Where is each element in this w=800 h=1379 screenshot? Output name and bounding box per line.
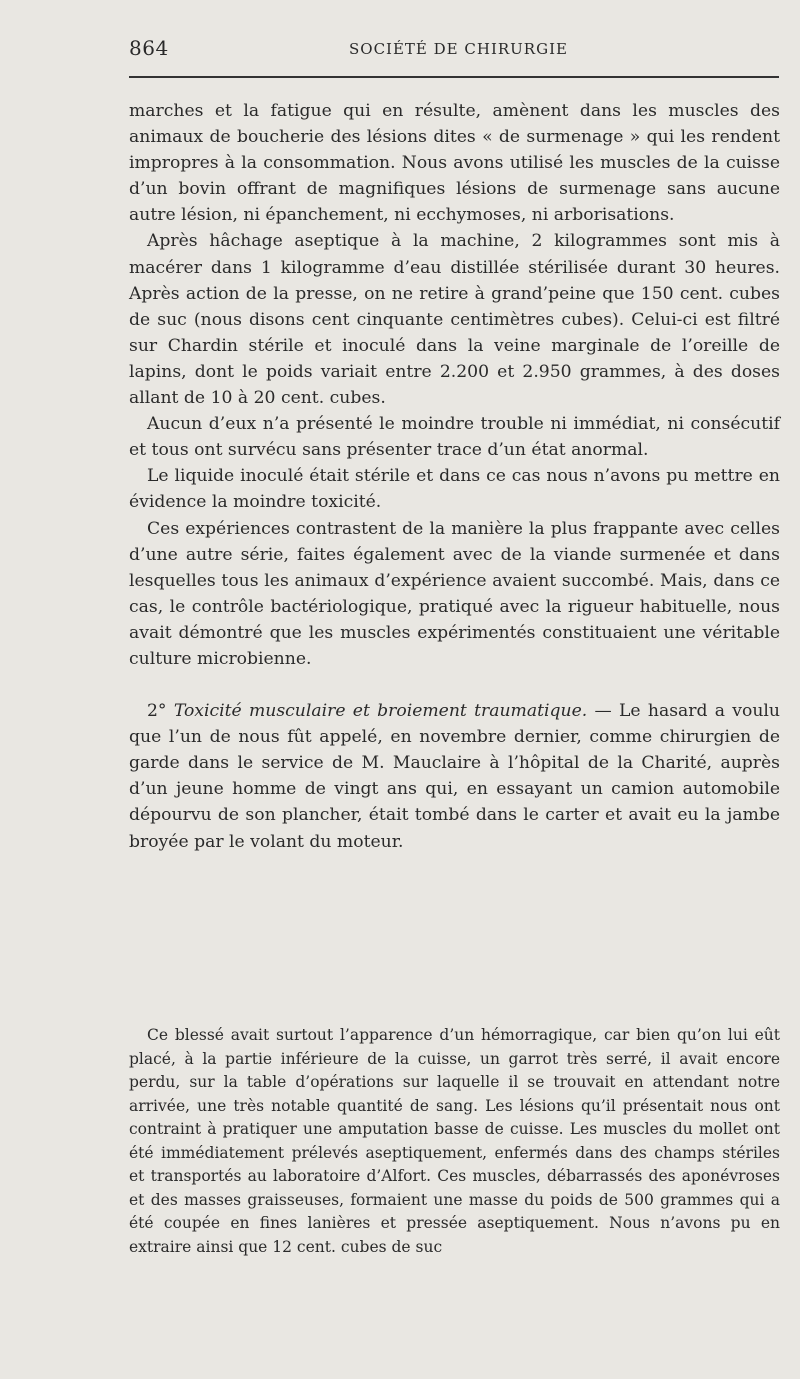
small-paragraph: Ce blessé avait surtout l’apparence d’un hémorragique, car bien qu’on lui eût placé, à la partie inférieure de la cuisse, un garrot très serré, il avait encore perdu, sur la table d’opérations sur laquelle il se trouvait en attendant notre arrivée, une très notable quantité de sang. Les lésions qu’il présentait nous ont contraint à pratiquer une amputation basse de cuisse. Les muscles du mollet ont été immédiatement prélevés aseptiquement, enfermés dans des champs stériles et transportés au laboratoire d’Alfort. Ces muscles, débarrassés des aponévroses et des masses graisseuses, formaient une masse du poids de 500 grammes qui a été coupée en fines lanières et pressée aseptiquement. Nous n’avons pu en extraire ainsi que 12 cent. cubes de suc (129, 1026, 780, 1256)
main-text (129, 98, 780, 855)
paragraph-2: Après hâchage aseptique à la machine, 2 kilogrammes sont mis à macérer dans 1 kilogramme d’eau distillée stérilisée durant 30 heures. Après action de la presse, on ne retire à grand’peine que 150 cent. cubes de suc (nous disons cent cinquante centimètres cubes). Celui-ci est filtré sur Chardin stérile et inoculé dans la veine marginale de l’oreille de lapins, dont le poids variait entre 2.200 et 2.950 grammes, à des doses allant de 10 à 20 cent. cubes. (129, 231, 780, 409)
running-title: SOCIÉTÉ DE CHIRURGIE (349, 40, 568, 58)
paragraph-1: marches et la fatigue qui en résulte, amènent dans les muscles des animaux de boucherie des lésions dites « de surmenage » qui les rendent impropres à la consommation. Nous avons utilisé les muscles de la cuisse d’un bovin offrant de magnifiques lésions de surmenage sans aucune autre lésion, ni épanchement, ni ecchymoses, ni arborisations. (129, 101, 780, 226)
section-text: Le hasard a voulu que l’un de nous fût appelé, en novembre dernier, comme chirurgien de garde dans le service de M. Mauclaire à l’hôpital de la Charité, auprès d’un jeune homme de vingt ans qui, en essayant un camion automobile dépourvu de son plancher, était tombé dans le carter et avait eu la jambe broyée par le volant du moteur. (129, 701, 780, 852)
section-dash: — (594, 701, 612, 722)
small-print-text (129, 1024, 780, 1259)
page-number: 864 (129, 36, 169, 60)
paragraph-3: Aucun d’eux n’a présenté le moindre trouble ni immédiat, ni consécutif et tous ont survécu sans présenter trace d’un état anormal. (129, 414, 780, 461)
section-2-paragraph (129, 698, 780, 855)
page-header (129, 36, 779, 60)
header-rule (129, 76, 779, 78)
section-number: 2° (147, 701, 167, 722)
paragraph-4: Le liquide inoculé était stérile et dans ce cas nous n’avons pu mettre en évidence la moindre toxicité. (129, 466, 780, 513)
paragraph-5: Ces expériences contrastent de la manière la plus frappante avec celles d’une autre série, faites également avec de la viande surmenée et dans lesquelles tous les animaux d’expérience avaient succombé. Mais, dans ce cas, le contrôle bactériologique, pratiqué avec la rigueur habituelle, nous avait démontré que les muscles expérimentés constituaient une véritable culture microbienne. (129, 518, 780, 669)
section-title: Toxicité musculaire et broiement traumatique. (173, 701, 588, 722)
